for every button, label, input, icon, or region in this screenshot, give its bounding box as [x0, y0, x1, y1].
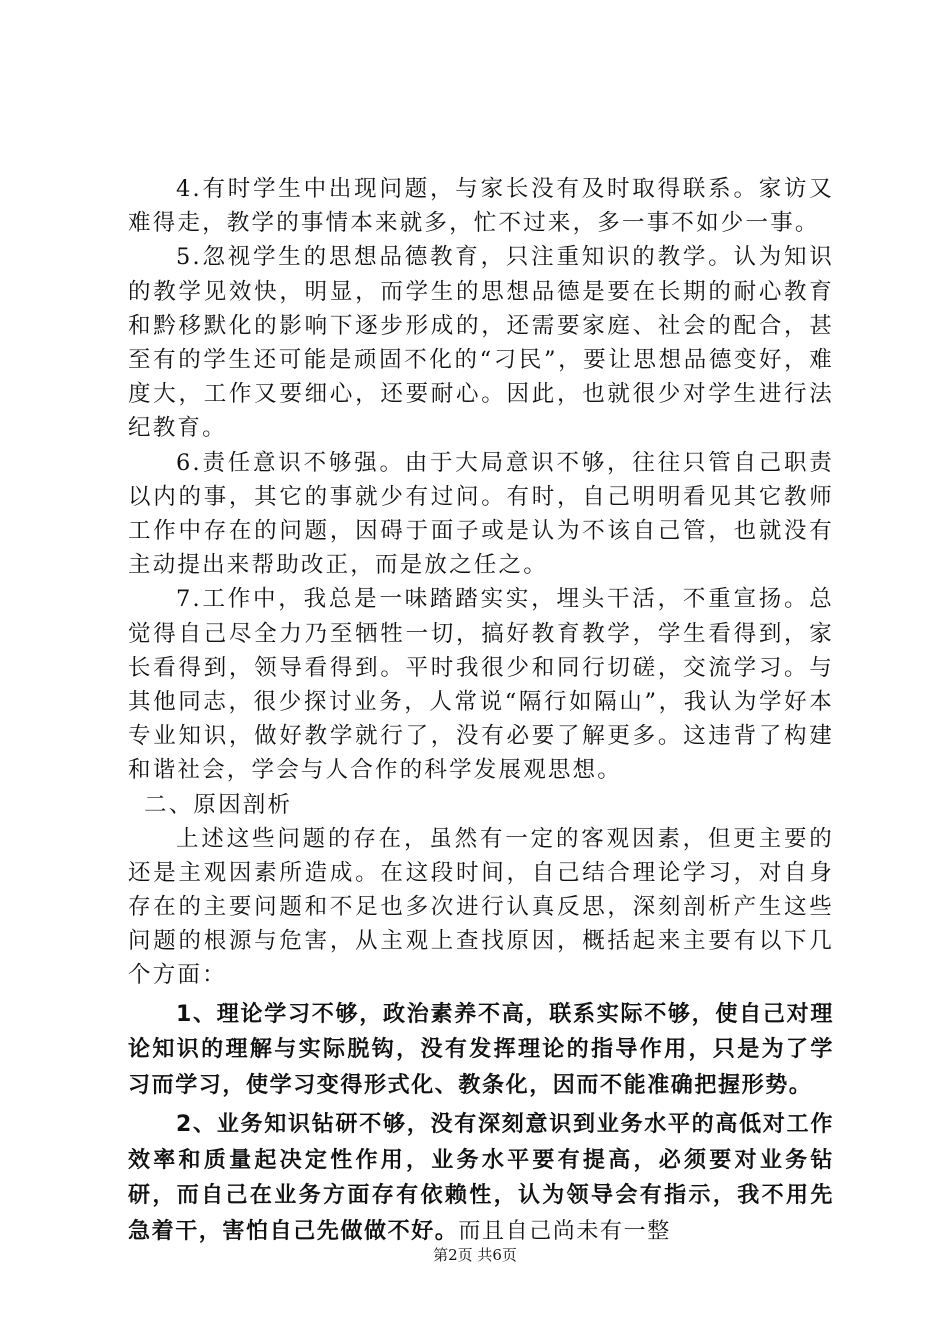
document-body — [128, 172, 834, 1249]
section-heading: 二、原因剖析 — [144, 791, 293, 818]
paragraph-item-7: 7.工作中，我总是一味踏踏实实，埋头干活，不重宣扬。总觉得自己尽全力乃至牺牲一切，搞好教育教学，学生看得到，家长看得到，领导看得到。平时我很少和同行切磋，交流学习。与其他同志，很少探讨业务，人常说“隔行如隔山”，我认为学好本专业知识，做好教学就行了，没有必要了解更多。这违背了构建和谐社会，学会与人合作的科学发展观思想。 — [128, 586, 834, 784]
reason-2-bold-text: 2、业务知识钻研不够，没有深刻意识到业务水平的高低对工作效率和质量起决定性作用，业务水平要有提高，必须要对业务钻研，而自己在业务方面存有依赖性，认为领导会有指示，我不用先急着干，害怕自己先做做不好。 — [128, 1112, 834, 1244]
paragraph-intro: 上述这些问题的存在，虽然有一定的客观因素，但更主要的还是主观因素所造成。在这段时间，自己结合理论学习，对自身存在的主要问题和不足也多次进行认真反思，深刻剖析产生这些问题的根源与危害，从主观上查找原因，概括起来主要有以下几个方面： — [128, 825, 834, 989]
page-footer — [0, 1244, 950, 1265]
reason-2-tail-text: 而且自己尚未有一整 — [458, 1218, 671, 1244]
paragraph-item-5: 5.忽视学生的思想品德教育，只注重知识的教学。认为知识的教学见效快，明显，而学生的思想品德是要在长期的耐心教育和黔移默化的影响下逐步形成的，还需要家庭、社会的配合，甚至有的学生还可能是顽固不化的“刁民”，要让思想品德变好，难度大，工作又要细心，还要耐心。因此，也就很少对学生进行法纪教育。 — [128, 244, 834, 442]
paragraph-reason-1: 1、理论学习不够，政治素养不高，联系实际不够，使自己对理论知识的理解与实际脱钩，没有发挥理论的指导作用，只是为了学习而学习，使学习变得形式化、教条化，因而不能准确把握形势。 — [128, 1001, 834, 1098]
paragraph-reason-2 — [128, 1107, 834, 1249]
page-number-label: 第2页 共6页 — [433, 1246, 517, 1264]
paragraph-item-4: 4.有时学生中出现问题，与家长没有及时取得联系。家访又难得走，教学的事情本来就多，忙不过来，多一事不如少一事。 — [128, 176, 834, 237]
paragraph-item-6: 6.责任意识不够强。由于大局意识不够，往往只管自己职责以内的事，其它的事就少有过问。有时，自己明明看见其它教师工作中存在的问题，因碍于面子或是认为不该自己管，也就没有主动提出来帮助改正，而是放之任之。 — [128, 449, 834, 579]
